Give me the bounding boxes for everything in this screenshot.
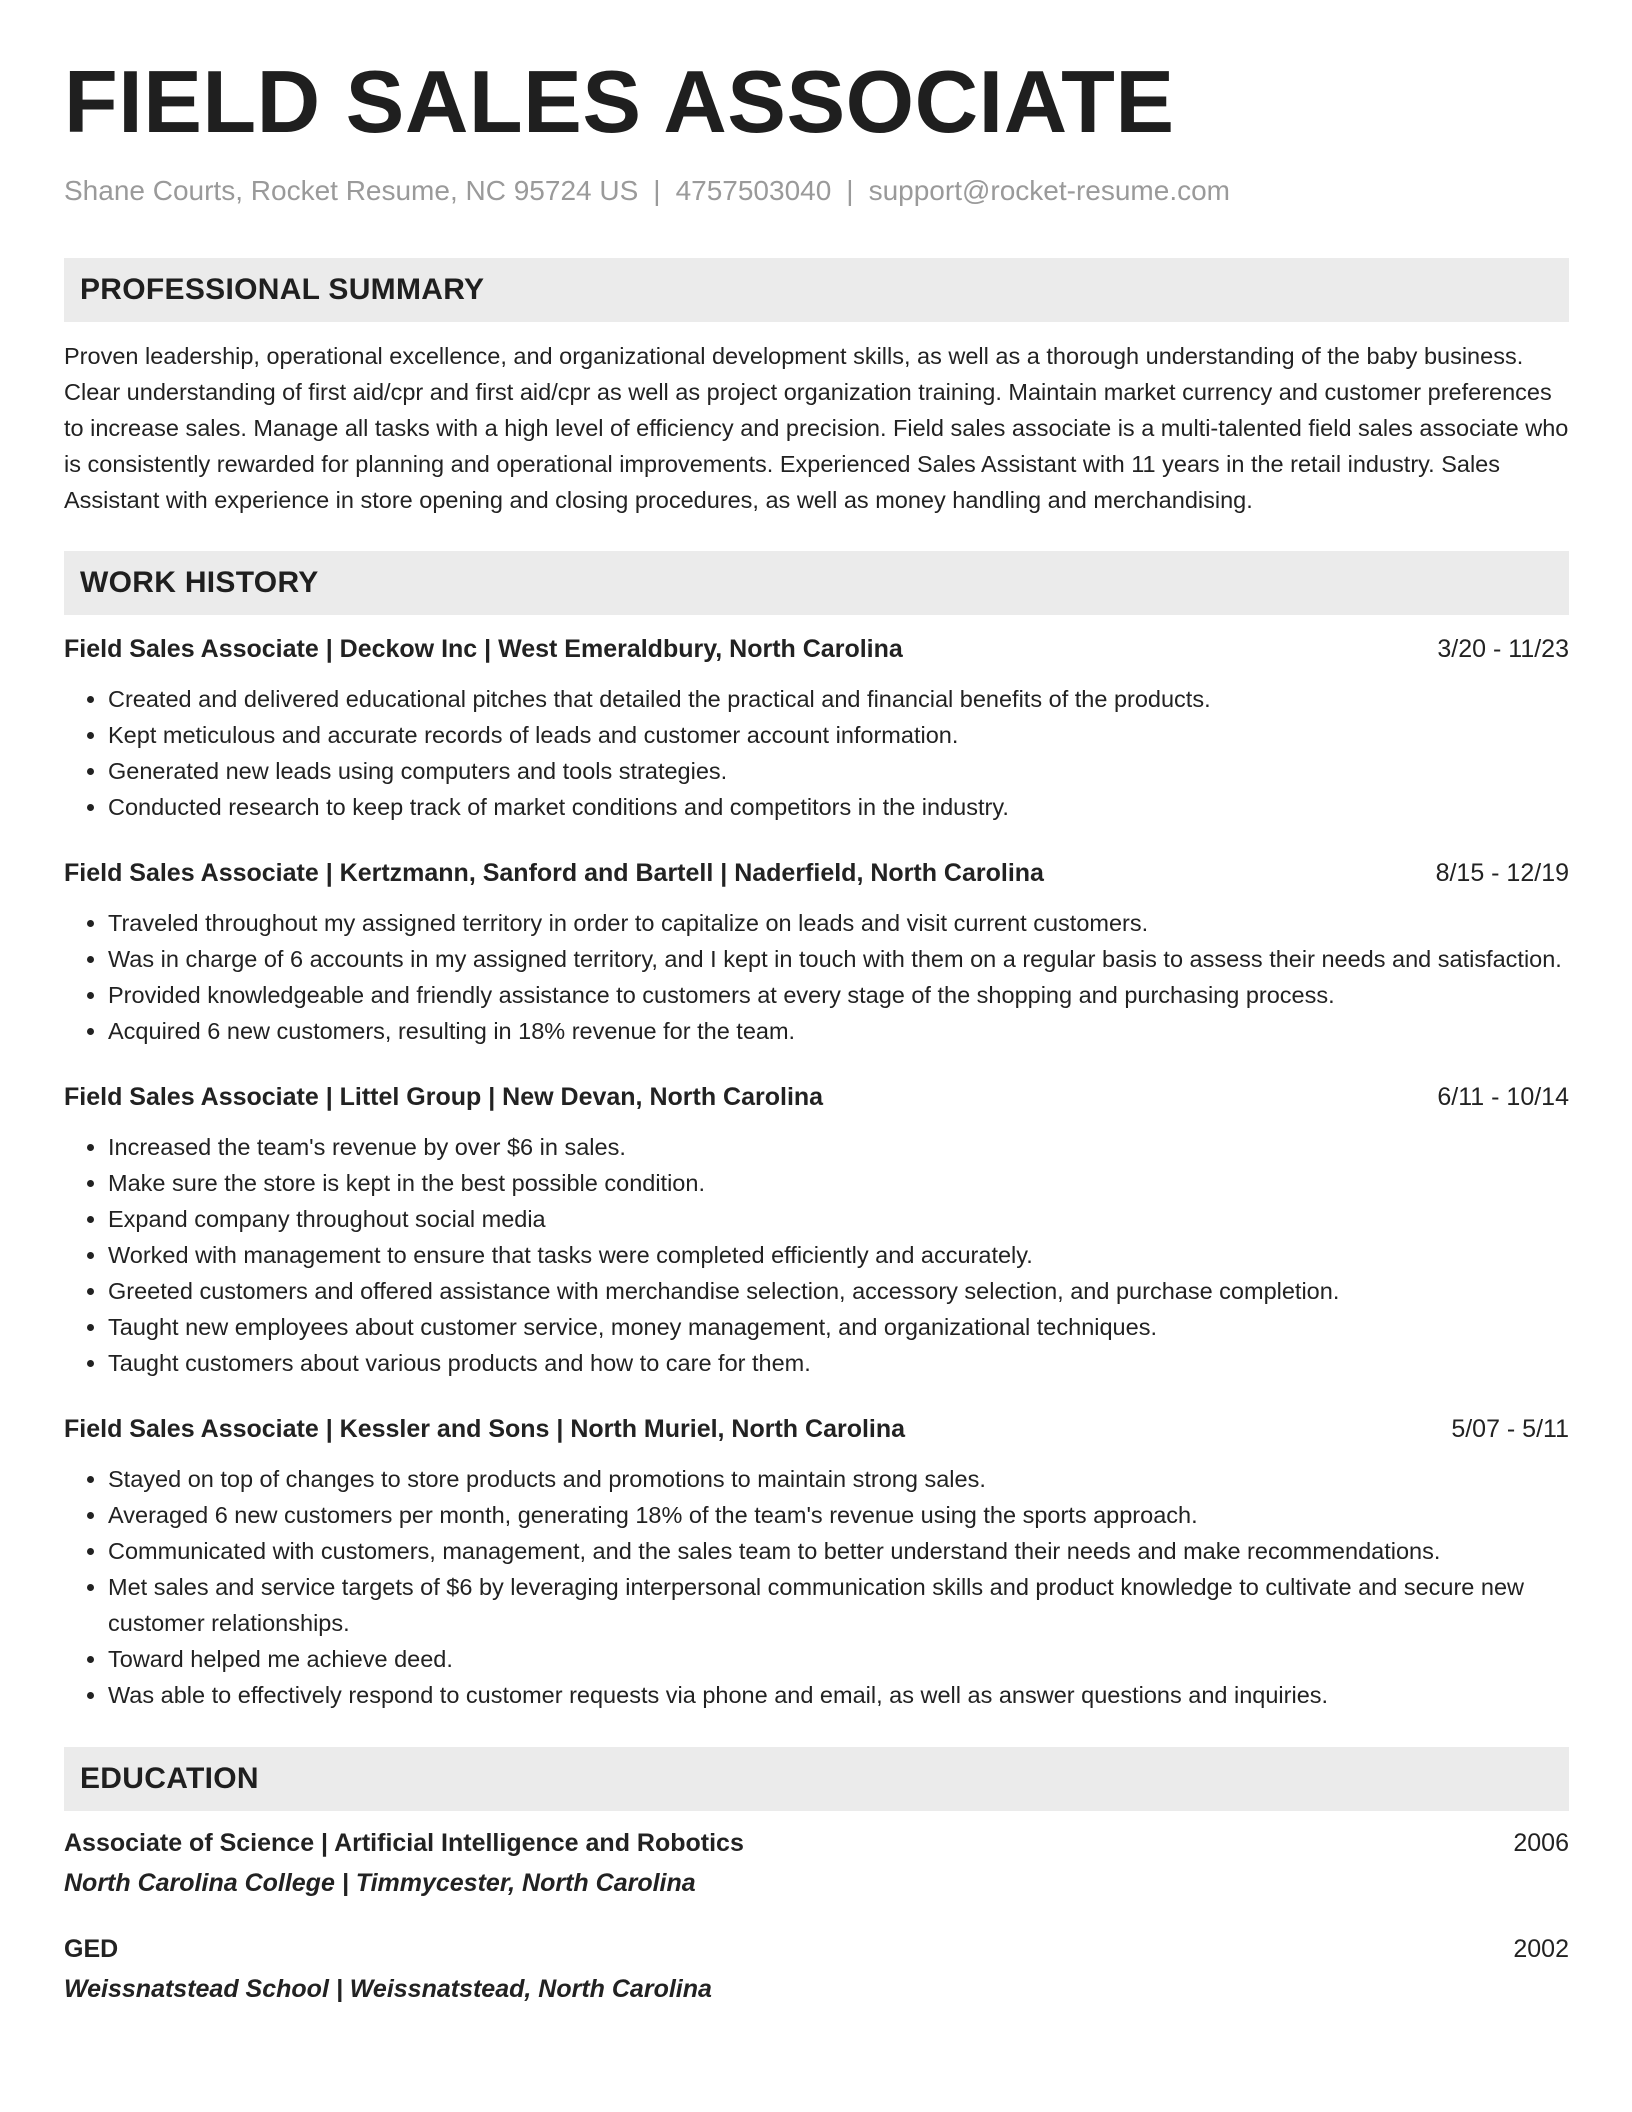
job-dates: 8/15 - 12/19 [1435, 859, 1569, 887]
job-bullet: • Expand company throughout social media [108, 1201, 1569, 1237]
summary-text: Proven leadership, operational excellence, and organizational development skills, as well as a thorough understanding of the baby business. Clear understanding of first aid/cpr and first aid/cpr as well as project organization training. Maintain market currency and customer preferences to increase sales. Manage all tasks with a high level of efficiency and precision. Field sales associate is a multi-talented field sales associate who is consistently rewarded for planning and operational improvements. Experienced Sales Assistant with 11 years in the retail industry. Sales Assistant with experience in store opening and closing procedures, as well as money handling and merchandising. [64, 343, 1569, 513]
education-entry [64, 1931, 1569, 2007]
job-bullet: • Increased the team's revenue by over $6 in sales. [108, 1129, 1569, 1165]
education-year: 2002 [1513, 1935, 1569, 1963]
section-heading-work-history: WORK HISTORY [64, 551, 1569, 615]
job-bullets [64, 1461, 1569, 1713]
section-heading-education: EDUCATION [64, 1747, 1569, 1811]
job-dates: 6/11 - 10/14 [1437, 1083, 1569, 1111]
job-title: Field Sales Associate | Deckow Inc | West Emeraldbury, North Carolina [64, 635, 903, 663]
job-bullet: • Generated new leads using computers and tools strategies. [108, 753, 1569, 789]
job-bullet: • Conducted research to keep track of market conditions and competitors in the industry. [108, 789, 1569, 825]
job-bullets [64, 1129, 1569, 1381]
job-bullet: • Make sure the store is kept in the best possible condition. [108, 1165, 1569, 1201]
contact-separator: | [653, 175, 661, 206]
job-dates: 5/07 - 5/11 [1451, 1415, 1569, 1443]
job-bullet: • Communicated with customers, management, and the sales team to better understand their needs and make recommendations. [108, 1533, 1569, 1569]
job-entry [64, 855, 1569, 1049]
job-bullet: • Met sales and service targets of $6 by leveraging interpersonal communication skills and product knowledge to cultivate and secure new customer relationships. [108, 1569, 1569, 1641]
job-entry [64, 1079, 1569, 1381]
job-bullets [64, 905, 1569, 1049]
job-bullet: • Taught customers about various products and how to care for them. [108, 1345, 1569, 1381]
job-bullet: • Toward helped me achieve deed. [108, 1641, 1569, 1677]
contact-email: support@rocket-resume.com [868, 175, 1231, 206]
resume-title: FIELD SALES ASSOCIATE [64, 52, 1175, 151]
contact-separator: | [846, 175, 854, 206]
education-year: 2006 [1513, 1829, 1569, 1857]
education-degree: Associate of Science | Artificial Intelligence and Robotics [64, 1829, 744, 1857]
job-title: Field Sales Associate | Littel Group | New Devan, North Carolina [64, 1083, 824, 1111]
section-heading-summary: PROFESSIONAL SUMMARY [64, 258, 1569, 322]
job-bullet: • Was able to effectively respond to customer requests via phone and email, as well as answer questions and inquiries. [108, 1677, 1569, 1713]
job-bullet: • Created and delivered educational pitches that detailed the practical and financial benefits of the products. [108, 681, 1569, 717]
contact-phone: 4757503040 [675, 175, 832, 206]
job-bullets [64, 681, 1569, 825]
job-title: Field Sales Associate | Kertzmann, Sanford and Bartell | Naderfield, North Carolina [64, 859, 1044, 887]
job-bullet: • Greeted customers and offered assistance with merchandise selection, accessory selection, and purchase completion. [108, 1273, 1569, 1309]
job-bullet: • Was in charge of 6 accounts in my assigned territory, and I kept in touch with them on a regular basis to assess their needs and satisfaction. [108, 941, 1569, 977]
job-entry [64, 631, 1569, 825]
job-title: Field Sales Associate | Kessler and Sons | North Muriel, North Carolina [64, 1415, 906, 1443]
job-entry [64, 1411, 1569, 1713]
contact-address: Shane Courts, Rocket Resume, NC 95724 US [64, 175, 639, 206]
job-dates: 3/20 - 11/23 [1437, 635, 1569, 663]
job-bullet: • Averaged 6 new customers per month, generating 18% of the team's revenue using the sports approach. [108, 1497, 1569, 1533]
education-school: Weissnatstead School | Weissnatstead, North Carolina [64, 1975, 712, 2003]
job-bullet: • Acquired 6 new customers, resulting in 18% revenue for the team. [108, 1013, 1569, 1049]
job-bullet: • Stayed on top of changes to store products and promotions to maintain strong sales. [108, 1461, 1569, 1497]
contact-line [64, 174, 1569, 208]
job-bullet: • Worked with management to ensure that tasks were completed efficiently and accurately. [108, 1237, 1569, 1273]
education-school: North Carolina College | Timmycester, North Carolina [64, 1869, 696, 1897]
job-bullet: • Taught new employees about customer service, money management, and organizational techniques. [108, 1309, 1569, 1345]
education-degree: GED [64, 1935, 119, 1963]
job-bullet: • Traveled throughout my assigned territory in order to capitalize on leads and visit current customers. [108, 905, 1569, 941]
education-entry [64, 1825, 1569, 1901]
job-bullet: • Kept meticulous and accurate records of leads and customer account information. [108, 717, 1569, 753]
job-bullet: • Provided knowledgeable and friendly assistance to customers at every stage of the shopping and purchasing process. [108, 977, 1569, 1013]
